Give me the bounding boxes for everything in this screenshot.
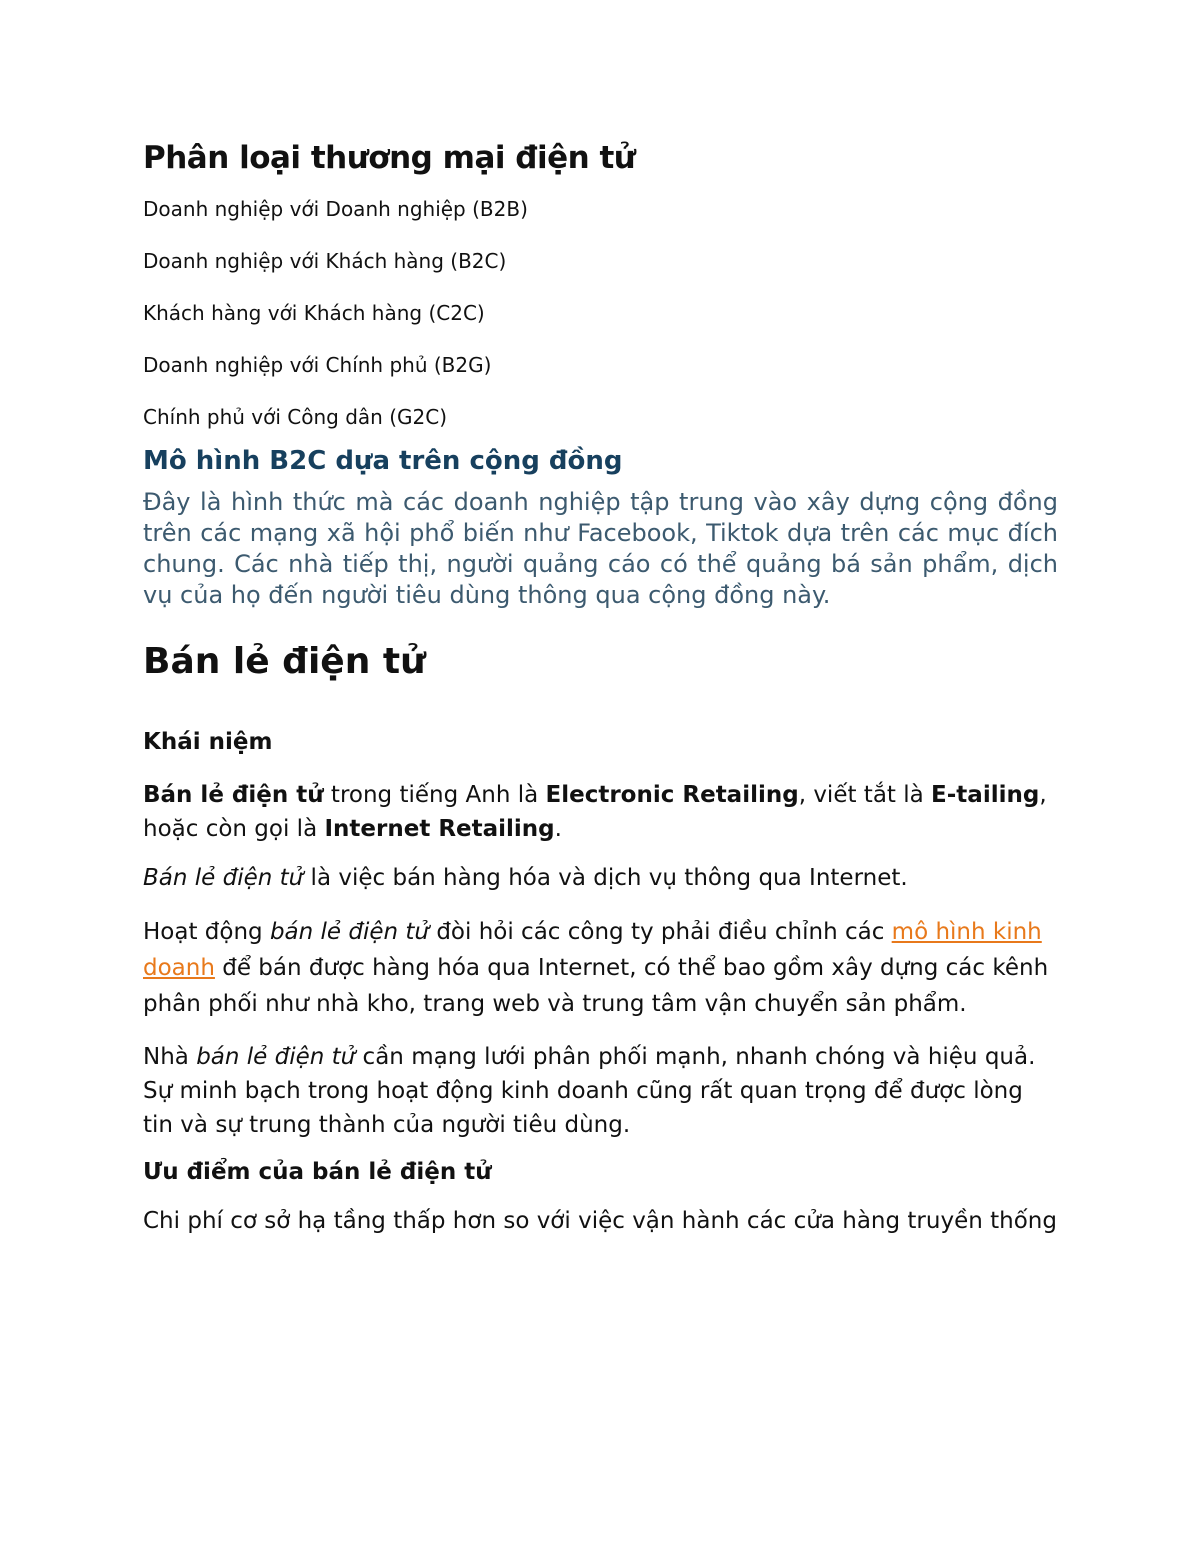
- advantage-item-1: Chi phí cơ sở hạ tầng thấp hơn so với việc vận hành các cửa hàng truyền thống: [143, 1208, 1057, 1235]
- classification-item-b2b: Doanh nghiệp với Doanh nghiệp (B2B): [143, 197, 528, 222]
- operation-text-3: để bán được hàng hóa qua Internet, có thể bao gồm xây dựng các kênh phân phối như nhà kho, trang web và trung tâm vận chuyển sản phẩm.: [143, 955, 1049, 1018]
- definition-alt-term: Internet Retailing: [324, 816, 555, 843]
- heading-ecommerce-classification: Phân loại thương mại điện tử: [143, 140, 636, 176]
- requirement-term: bán lẻ điện tử: [196, 1044, 356, 1071]
- classification-item-b2g: Doanh nghiệp với Chính phủ (B2G): [143, 353, 492, 378]
- meaning-text: là việc bán hàng hóa và dịch vụ thông qua Internet.: [303, 865, 908, 892]
- b2c-community-paragraph: Đây là hình thức mà các doanh nghiệp tập trung vào xây dựng cộng đồng trên các mạng xã hội phổ biến như Facebook, Tiktok dựa trên các mục đích chung. Các nhà tiếp thị, người quảng cáo có thể quảng bá sản phẩm, dịch vụ của họ đến người tiêu dùng thông qua cộng đồng này.: [143, 488, 1058, 610]
- classification-item-g2c: Chính phủ với Công dân (G2C): [143, 405, 448, 430]
- document-content: [143, 138, 1058, 1252]
- heading-b2c-community: Mô hình B2C dựa trên cộng đồng: [143, 446, 623, 477]
- requirement-paragraph: [143, 1040, 1058, 1142]
- definition-text-3: , hoặc còn gọi là: [143, 782, 1047, 843]
- definition-english-term: Electronic Retailing: [545, 782, 799, 809]
- classification-item-b2c: Doanh nghiệp với Khách hàng (B2C): [143, 249, 507, 274]
- operation-text-1: Hoạt động: [143, 919, 270, 946]
- operation-term: bán lẻ điện tử: [269, 919, 430, 946]
- heading-advantages: Ưu điểm của bán lẻ điện tử: [143, 1159, 492, 1186]
- definition-paragraph: [143, 778, 1058, 846]
- heading-e-retail: Bán lẻ điện tử: [143, 641, 426, 683]
- meaning-term: Bán lẻ điện tử: [143, 865, 304, 892]
- definition-text-4: .: [554, 816, 562, 843]
- definition-text-1: trong tiếng Anh là: [323, 782, 546, 809]
- heading-concept: Khái niệm: [143, 728, 273, 755]
- operation-paragraph: [143, 914, 1058, 1022]
- meaning-paragraph: [143, 860, 1058, 896]
- definition-term: Bán lẻ điện tử: [143, 782, 324, 809]
- definition-text-2: , viết tắt là: [798, 782, 932, 809]
- requirement-text-1: Nhà: [143, 1044, 197, 1071]
- classification-item-c2c: Khách hàng với Khách hàng (C2C): [143, 301, 485, 326]
- definition-abbr: E-tailing: [931, 782, 1040, 809]
- operation-text-2: đòi hỏi các công ty phải điều chỉnh các: [429, 919, 892, 946]
- requirement-text-2: cần mạng lưới phân phối mạnh, nhanh chóng và hiệu quả. Sự minh bạch trong hoạt động kinh doanh cũng rất quan trọng để được lòng tin và sự trung thành của người tiêu dùng.: [143, 1044, 1036, 1139]
- business-model-link[interactable]: mô hình kinh doanh: [143, 919, 1042, 982]
